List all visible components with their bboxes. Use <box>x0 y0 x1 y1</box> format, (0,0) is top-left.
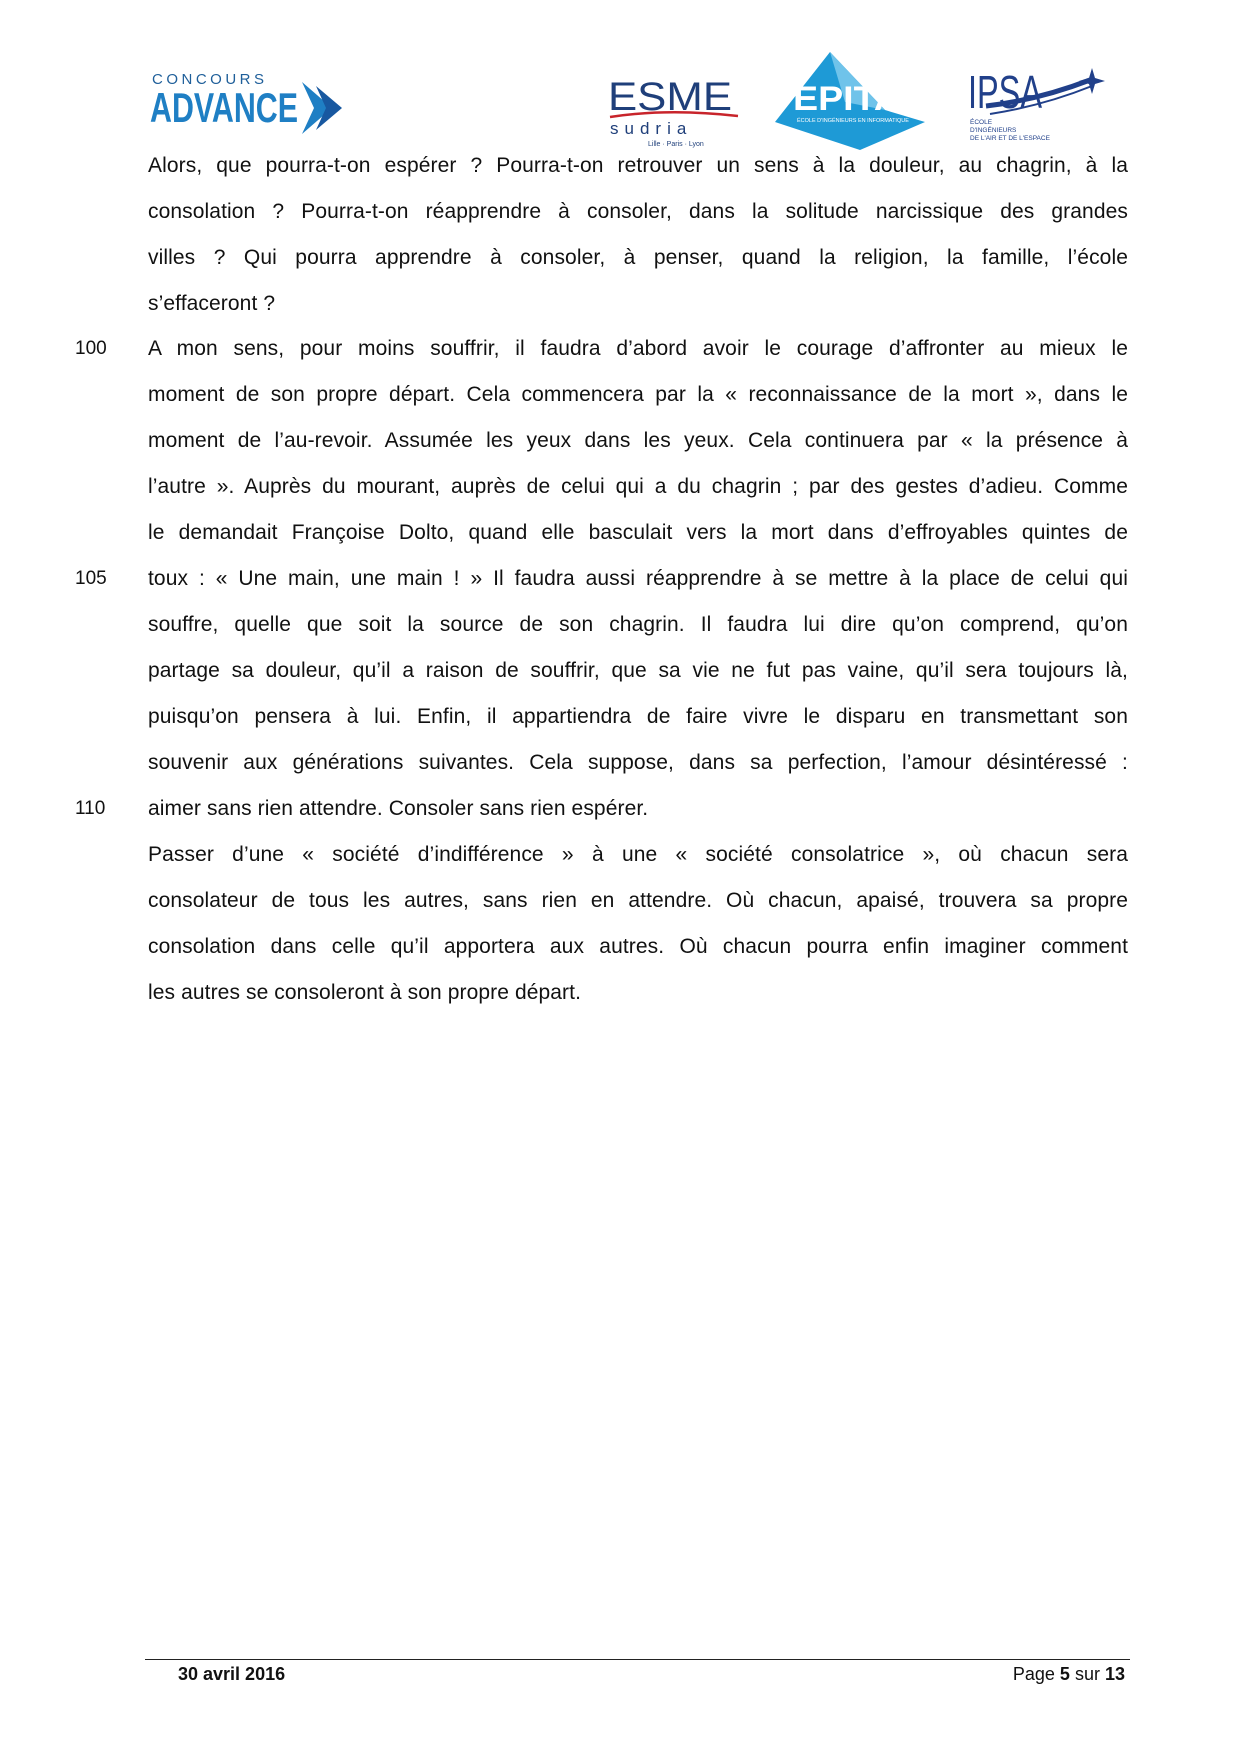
text-line: puisqu’on pensera à lui. Enfin, il appartiendra de faire vivre le disparu en transmettant son <box>148 705 1128 728</box>
advance-logo-main-text: ADVANCE <box>150 84 298 131</box>
epita-logo <box>775 52 925 150</box>
esme-logo-main-text: ESME <box>608 75 732 119</box>
line-number-105: 105 <box>75 568 107 589</box>
page-total: 13 <box>1104 1664 1125 1684</box>
text-line: consolation ? Pourra-t-on réapprendre à consoler, dans la solitude narcissique des grandes <box>148 200 1128 223</box>
text-line: l’autre ». Auprès du mourant, auprès de celui qui a du chagrin ; par des gestes d’adieu. Comme <box>148 475 1128 498</box>
text-line: moment de l’au-revoir. Assumée les yeux dans les yeux. Cela continuera par « la présence à <box>148 429 1128 452</box>
esme-logo-cities: Lille · Paris · Lyon <box>648 141 704 148</box>
footer-divider <box>145 1659 1130 1660</box>
footer-date: 30 avril 2016 <box>178 1664 286 1684</box>
line-number-100: 100 <box>75 338 107 359</box>
text-line: consolation dans celle qu’il apportera aux autres. Où chacun pourra enfin imaginer comment <box>148 935 1128 958</box>
esme-sudria-logo <box>608 70 743 148</box>
text-line: toux : « Une main, une main ! » Il faudra aussi réapprendre à se mettre à la place de celui qui <box>148 567 1128 590</box>
advance-logo-top-text: CONCOURS <box>152 71 268 88</box>
text-line: le demandait Françoise Dolto, quand elle basculait vers la mort dans d’effroyables quintes de <box>148 521 1128 544</box>
text-line: aimer sans rien attendre. Consoler sans rien espérer. <box>148 797 649 820</box>
text-line: Alors, que pourra-t-on espérer ? Pourra-t-on retrouver un sens à la douleur, au chagrin, à la <box>148 154 1128 177</box>
paragraph-3 <box>148 832 1128 1016</box>
line-number-110: 110 <box>75 798 106 819</box>
ipsa-logo-sub-3: DE L'AIR ET DE L'ESPACE <box>970 135 1050 142</box>
footer-page-number <box>1013 1664 1125 1685</box>
text-line: les autres se consoleront à son propre départ. <box>148 981 582 1004</box>
paragraph-2 <box>148 326 1128 832</box>
text-line: consolateur de tous les autres, sans rien en attendre. Où chacun, apaisé, trouvera sa propre <box>148 889 1128 912</box>
page-current: 5 <box>1059 1664 1070 1684</box>
ipsa-logo-sub-2: D'INGÉNIEURS <box>970 127 1017 134</box>
page-separator: sur <box>1074 1664 1100 1684</box>
ipsa-logo-main-text: IPSA <box>968 66 1043 118</box>
text-line: Passer d’une « société d’indifférence » à une « société consolatrice », où chacun sera <box>148 843 1128 866</box>
text-line: souffre, quelle que soit la source de son chagrin. Il faudra lui dire qu’on comprend, qu’on <box>148 613 1128 636</box>
text-line: souvenir aux générations suivantes. Cela suppose, dans sa perfection, l’amour désintéressé : <box>148 751 1128 774</box>
epita-logo-main-text: EPITA <box>793 80 901 118</box>
esme-logo-sub-text: sudria <box>610 119 693 138</box>
text-line: A mon sens, pour moins souffrir, il faudra d’abord avoir le courage d’affronter au mieux le <box>148 337 1128 360</box>
text-line: villes ? Qui pourra apprendre à consoler, à penser, quand la religion, la famille, l’école <box>148 246 1128 269</box>
text-line: moment de son propre départ. Cela commencera par la « reconnaissance de la mort », dans le <box>148 383 1128 406</box>
ipsa-logo <box>968 60 1108 150</box>
paragraph-1 <box>148 143 1128 327</box>
ipsa-logo-sub-1: ÉCOLE <box>970 119 993 126</box>
page-prefix: Page <box>1012 1664 1055 1684</box>
text-line: partage sa douleur, qu’il a raison de souffrir, que sa vie ne fut pas vaine, qu’il sera toujours là, <box>148 659 1128 682</box>
text-line: s’effaceront ? <box>148 292 276 315</box>
epita-logo-sub-text: ÉCOLE D'INGÉNIEURS EN INFORMATIQUE <box>797 118 909 124</box>
concours-advance-logo <box>150 70 350 140</box>
